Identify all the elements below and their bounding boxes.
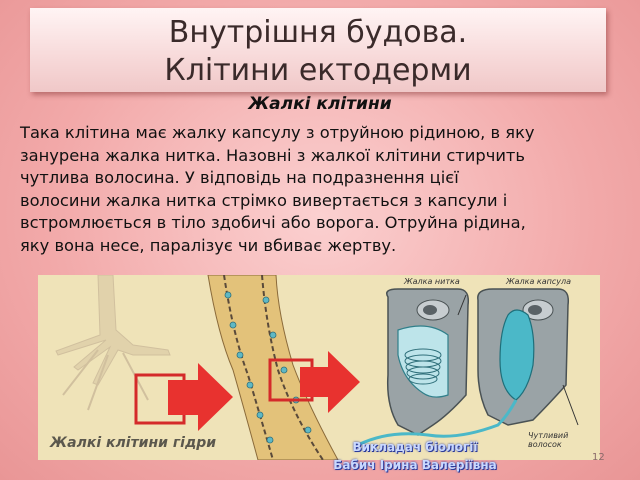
body-line: чутлива волосина. У відповідь на подразнення цієї bbox=[20, 168, 459, 188]
hydra-drawing bbox=[56, 275, 170, 410]
label-thread: Жалка нитка bbox=[404, 277, 460, 286]
body-line: занурена жалка нитка. Назовні з жалкої клітини стирчить bbox=[20, 145, 525, 165]
body-line: яку вона несе, паралізує чи вбиває жертву. bbox=[20, 235, 397, 255]
body-line: волосини жалка нитка стрімко вивертається з капсули і bbox=[20, 190, 508, 210]
title-box bbox=[30, 8, 606, 92]
slide-subtitle: Жалкі клітини bbox=[248, 94, 392, 114]
body-text bbox=[20, 122, 626, 258]
cnidocyte-cell bbox=[387, 289, 469, 435]
figure-caption: Жалкі клітини гідри bbox=[50, 435, 217, 451]
stinging-cells-figure bbox=[38, 275, 600, 460]
body-line: встромлюється в тіло здобичі або ворога. Отруйна рідина, bbox=[20, 213, 526, 233]
credit-line2: Бабич Ірина Валеріївна bbox=[333, 458, 497, 472]
label-capsule: Жалка капсула bbox=[506, 277, 572, 286]
arrow-icon bbox=[168, 363, 233, 431]
figure-illustration bbox=[38, 275, 600, 460]
credit-line1: Викладач біології bbox=[352, 440, 478, 454]
body-line: Така клітина має жалку капсулу з отруйною рідиною, в яку bbox=[20, 123, 535, 142]
label-hair: Чутливий волосок bbox=[528, 431, 569, 449]
slide-title-line1: Внутрішня будова. bbox=[168, 15, 468, 50]
page-number: 12 bbox=[592, 452, 605, 463]
slide-title-line2: Клітини ектодерми bbox=[164, 53, 472, 88]
